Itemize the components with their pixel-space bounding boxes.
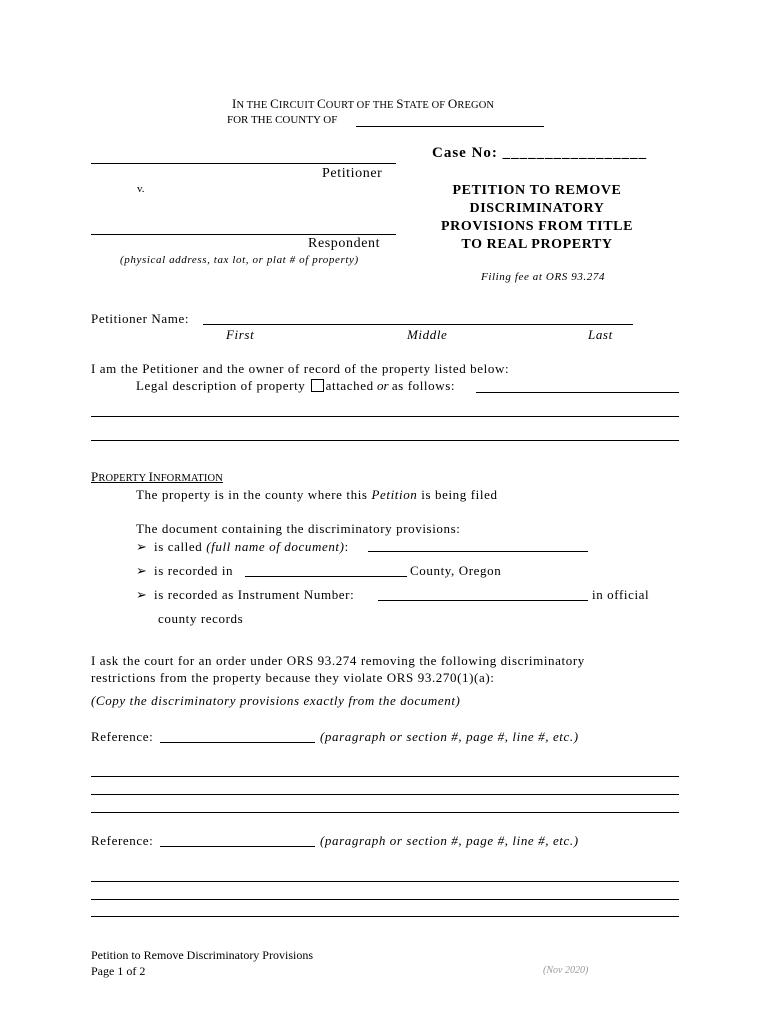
county-oregon-label: County, Oregon xyxy=(410,563,502,578)
footer-page-number: Page 1 of 2 xyxy=(91,964,146,978)
filing-fee-note: Filing fee at ORS 93.274 xyxy=(481,271,606,283)
reference-hint-1: (paragraph or section #, page #, line #, etc.) xyxy=(320,729,579,744)
footer-revision: (Nov 2020) xyxy=(543,965,589,976)
petitioner-name-label: Petitioner Name: xyxy=(91,311,190,326)
legal-description-row: Legal description of property attached or as follows: xyxy=(136,378,456,393)
court-heading-line1: IN THE CIRCUIT COURT OF THE STATE OF OREGON xyxy=(232,96,495,111)
county-records-label: county records xyxy=(158,611,244,626)
arrow-bullet-icon: ➢ xyxy=(136,563,148,578)
first-name-caption: First xyxy=(226,327,255,342)
provision-line-1c[interactable] xyxy=(91,812,679,813)
case-number-field[interactable]: Case No: _________________ xyxy=(432,145,648,161)
court-heading-line2: FOR THE COUNTY OF xyxy=(227,114,338,126)
respondent-label: Respondent xyxy=(308,236,381,251)
legal-description-line-3[interactable] xyxy=(91,440,679,441)
petitioner-label: Petitioner xyxy=(322,166,383,181)
arrow-bullet-icon: ➢ xyxy=(136,539,148,554)
request-line-1: I ask the court for an order under ORS 93.274 removing the following discriminatory xyxy=(91,653,585,668)
document-name-field[interactable] xyxy=(368,551,588,552)
bullet-called: ➢ is called (full name of document): xyxy=(136,539,349,554)
document-title: PETITION TO REMOVE DISCRIMINATORY PROVISIONS FROM TITLE TO REAL PROPERTY xyxy=(440,183,634,252)
footer-form-name: Petition to Remove Discriminatory Provisions xyxy=(91,948,313,962)
in-official-label: in official xyxy=(592,587,650,602)
bullet-instrument: ➢ is recorded as Instrument Number: xyxy=(136,587,355,602)
provision-line-2a[interactable] xyxy=(91,881,679,882)
provision-line-1a[interactable] xyxy=(91,776,679,777)
arrow-bullet-icon: ➢ xyxy=(136,587,148,602)
reference-label-1: Reference: xyxy=(91,729,154,744)
property-information-heading: PROPERTY INFORMATION xyxy=(91,469,223,484)
county-field[interactable] xyxy=(356,126,544,127)
respondent-note: (physical address, tax lot, or plat # of property) xyxy=(120,254,359,266)
provision-line-2b[interactable] xyxy=(91,899,679,900)
county-statement: The property is in the county where this Petition is being filed xyxy=(136,487,498,502)
provision-line-2c[interactable] xyxy=(91,916,679,917)
recording-county-field[interactable] xyxy=(245,576,407,577)
provision-line-1b[interactable] xyxy=(91,794,679,795)
bullet-recorded-in: ➢ is recorded in xyxy=(136,563,234,578)
legal-description-label: Legal description of property xyxy=(136,378,306,393)
petitioner-full-name-field[interactable] xyxy=(203,324,633,325)
document-intro: The document containing the discriminatory provisions: xyxy=(136,521,461,536)
reference-field-2[interactable] xyxy=(160,846,315,847)
last-name-caption: Last xyxy=(588,327,613,342)
instrument-number-field[interactable] xyxy=(378,600,588,601)
copy-instruction: (Copy the discriminatory provisions exactly from the document) xyxy=(91,693,461,708)
reference-label-2: Reference: xyxy=(91,833,154,848)
owner-statement: I am the Petitioner and the owner of record of the property listed below: xyxy=(91,361,510,376)
middle-name-caption: Middle xyxy=(407,327,448,342)
reference-field-1[interactable] xyxy=(160,742,315,743)
reference-hint-2: (paragraph or section #, page #, line #, etc.) xyxy=(320,833,579,848)
petitioner-name-field[interactable] xyxy=(91,163,396,164)
request-line-2: restrictions from the property because they violate ORS 93.270(1)(a): xyxy=(91,670,495,685)
legal-description-line-2[interactable] xyxy=(91,416,679,417)
legal-description-field[interactable] xyxy=(476,392,679,393)
attached-checkbox[interactable] xyxy=(311,379,324,392)
versus-label: v. xyxy=(137,183,145,195)
respondent-field[interactable] xyxy=(91,234,396,235)
